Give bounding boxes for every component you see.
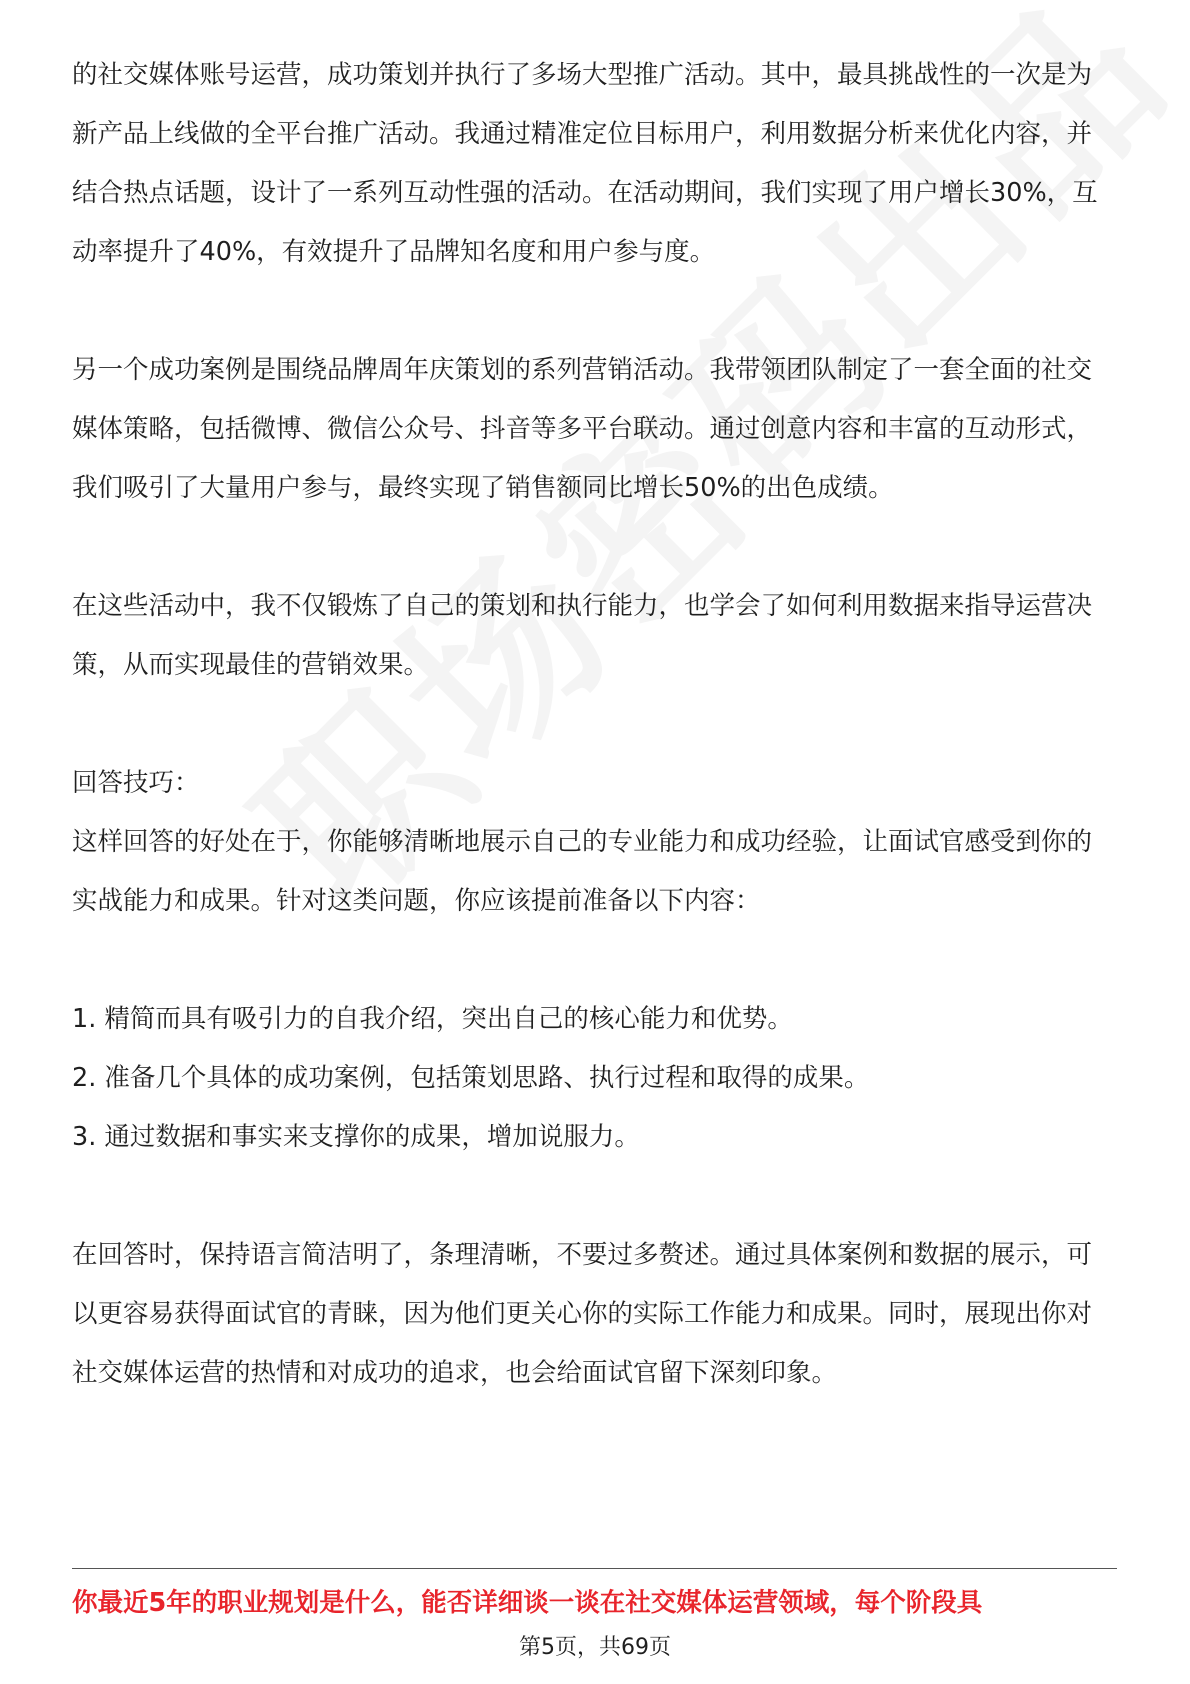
tips-closing: 在回答时，保持语言简洁明了，条理清晰，不要过多赘述。通过具体案例和数据的展示，可以更容易获得面试官的青睐，因为他们更关心你的实际工作能力和成果。同时，展现出你对社交媒体运营的热情和对成功的追求，也会给面试官留下深刻印象。 <box>72 1240 1093 1388</box>
divider <box>72 1568 1117 1569</box>
paragraph-summary: 在这些活动中，我不仅锻炼了自己的策划和执行能力，也学会了如何利用数据来指导运营决策，从而实现最佳的营销效果。 <box>72 591 1093 680</box>
list-item: 2. 准备几个具体的成功案例，包括策划思路、执行过程和取得的成果。 <box>72 1063 870 1093</box>
paragraph-case-2: 另一个成功案例是围绕品牌周年庆策划的系列营销活动。我带领团队制定了一套全面的社交媒体策略，包括微博、微信公众号、抖音等多平台联动。通过创意内容和丰富的互动形式，我们吸引了大量用户参与，最终实现了销售额同比增长50%的出色成绩。 <box>72 355 1093 503</box>
page-number: 第5页，共69页 <box>519 1635 671 1660</box>
tips-heading: 回答技巧： <box>72 768 200 798</box>
list-item: 1. 精简而具有吸引力的自我介绍，突出自己的核心能力和优势。 <box>72 1004 793 1034</box>
tips-intro: 这样回答的好处在于，你能够清晰地展示自己的专业能力和成功经验，让面试官感受到你的实战能力和成果。针对这类问题，你应该提前准备以下内容： <box>72 827 1093 916</box>
list-item: 3. 通过数据和事实来支撑你的成果，增加说服力。 <box>72 1122 640 1152</box>
tips-list <box>72 990 1117 1167</box>
document-body <box>72 46 1117 1462</box>
paragraph-case-1: 的社交媒体账号运营，成功策划并执行了多场大型推广活动。其中，最具挑战性的一次是为新产品上线做的全平台推广活动。我通过精准定位目标用户，利用数据分析来优化内容，并结合热点话题，设计了一系列互动性强的活动。在活动期间，我们实现了用户增长30%，互动率提升了40%，有效提升了品牌知名度和用户参与度。 <box>72 60 1098 267</box>
next-question-title: 你最近5年的职业规划是什么，能否详细谈一谈在社交媒体运营领域，每个阶段具 <box>72 1588 983 1618</box>
